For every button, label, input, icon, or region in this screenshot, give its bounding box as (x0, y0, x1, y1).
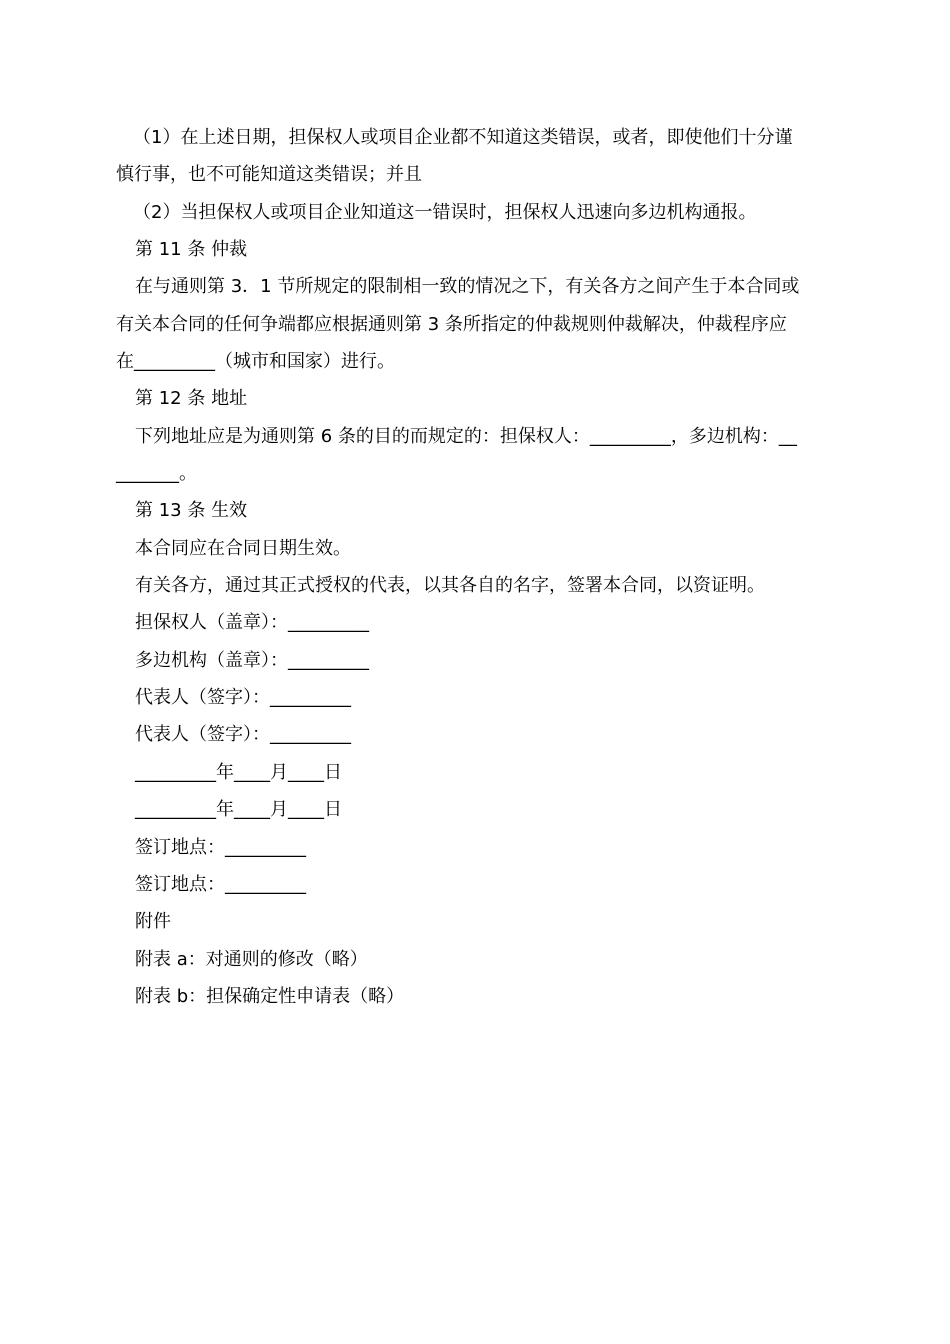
representative-signature-field-2: 代表人（签字）：_________ (135, 724, 351, 745)
article-13-heading: 第 13 条 生效 (135, 500, 248, 521)
clause-10-item-2: （2）当担保权人或项目企业知道这一错误时，担保权人迅速向多边机构通报。 (133, 202, 757, 223)
signing-place-field-1: 签订地点：_________ (135, 837, 306, 858)
article-13-text: 本合同应在合同日期生效。 (135, 538, 351, 559)
schedule-a: 附表 a：对通则的修改（略） (135, 949, 368, 970)
article-11-heading: 第 11 条 仲裁 (135, 239, 248, 260)
article-12-text-line-1: 下列地址应是为通则第 6 条的目的而规定的：担保权人：_________，多边机构：__ (135, 426, 797, 447)
date-field-2: _________年____月____日 (135, 799, 342, 820)
article-12-heading: 第 12 条 地址 (135, 388, 248, 409)
clause-10-item-1-line-1: （1）在上述日期，担保权人或项目企业都不知道这类错误，或者，即使他们十分谨 (133, 127, 793, 148)
appendix-heading: 附件 (135, 911, 171, 932)
representative-signature-field-1: 代表人（签字）：_________ (135, 687, 351, 708)
signing-place-field-2: 签订地点：_________ (135, 874, 306, 895)
witness-statement: 有关各方，通过其正式授权的代表，以其各自的名字，签署本合同，以资证明。 (135, 575, 765, 596)
date-field-1: _________年____月____日 (135, 762, 342, 783)
article-11-text-line-2: 有关本合同的任何争端都应根据通则第 3 条所指定的仲裁规则仲裁解决，仲裁程序应 (116, 314, 787, 335)
clause-10-item-1-line-2: 慎行事，也不可能知道这类错误；并且 (116, 164, 422, 185)
guarantee-holder-seal-field: 担保权人（盖章）：_________ (135, 612, 369, 633)
schedule-b: 附表 b：担保确定性申请表（略） (135, 986, 405, 1007)
article-11-text-line-1: 在与通则第 3．1 节所规定的限制相一致的情况之下，有关各方之间产生于本合同或 (135, 276, 800, 297)
article-11-text-line-3: 在_________（城市和国家）进行。 (116, 351, 395, 372)
agency-seal-field: 多边机构（盖章）：_________ (135, 650, 369, 671)
article-12-text-line-2: _______。 (116, 463, 197, 484)
